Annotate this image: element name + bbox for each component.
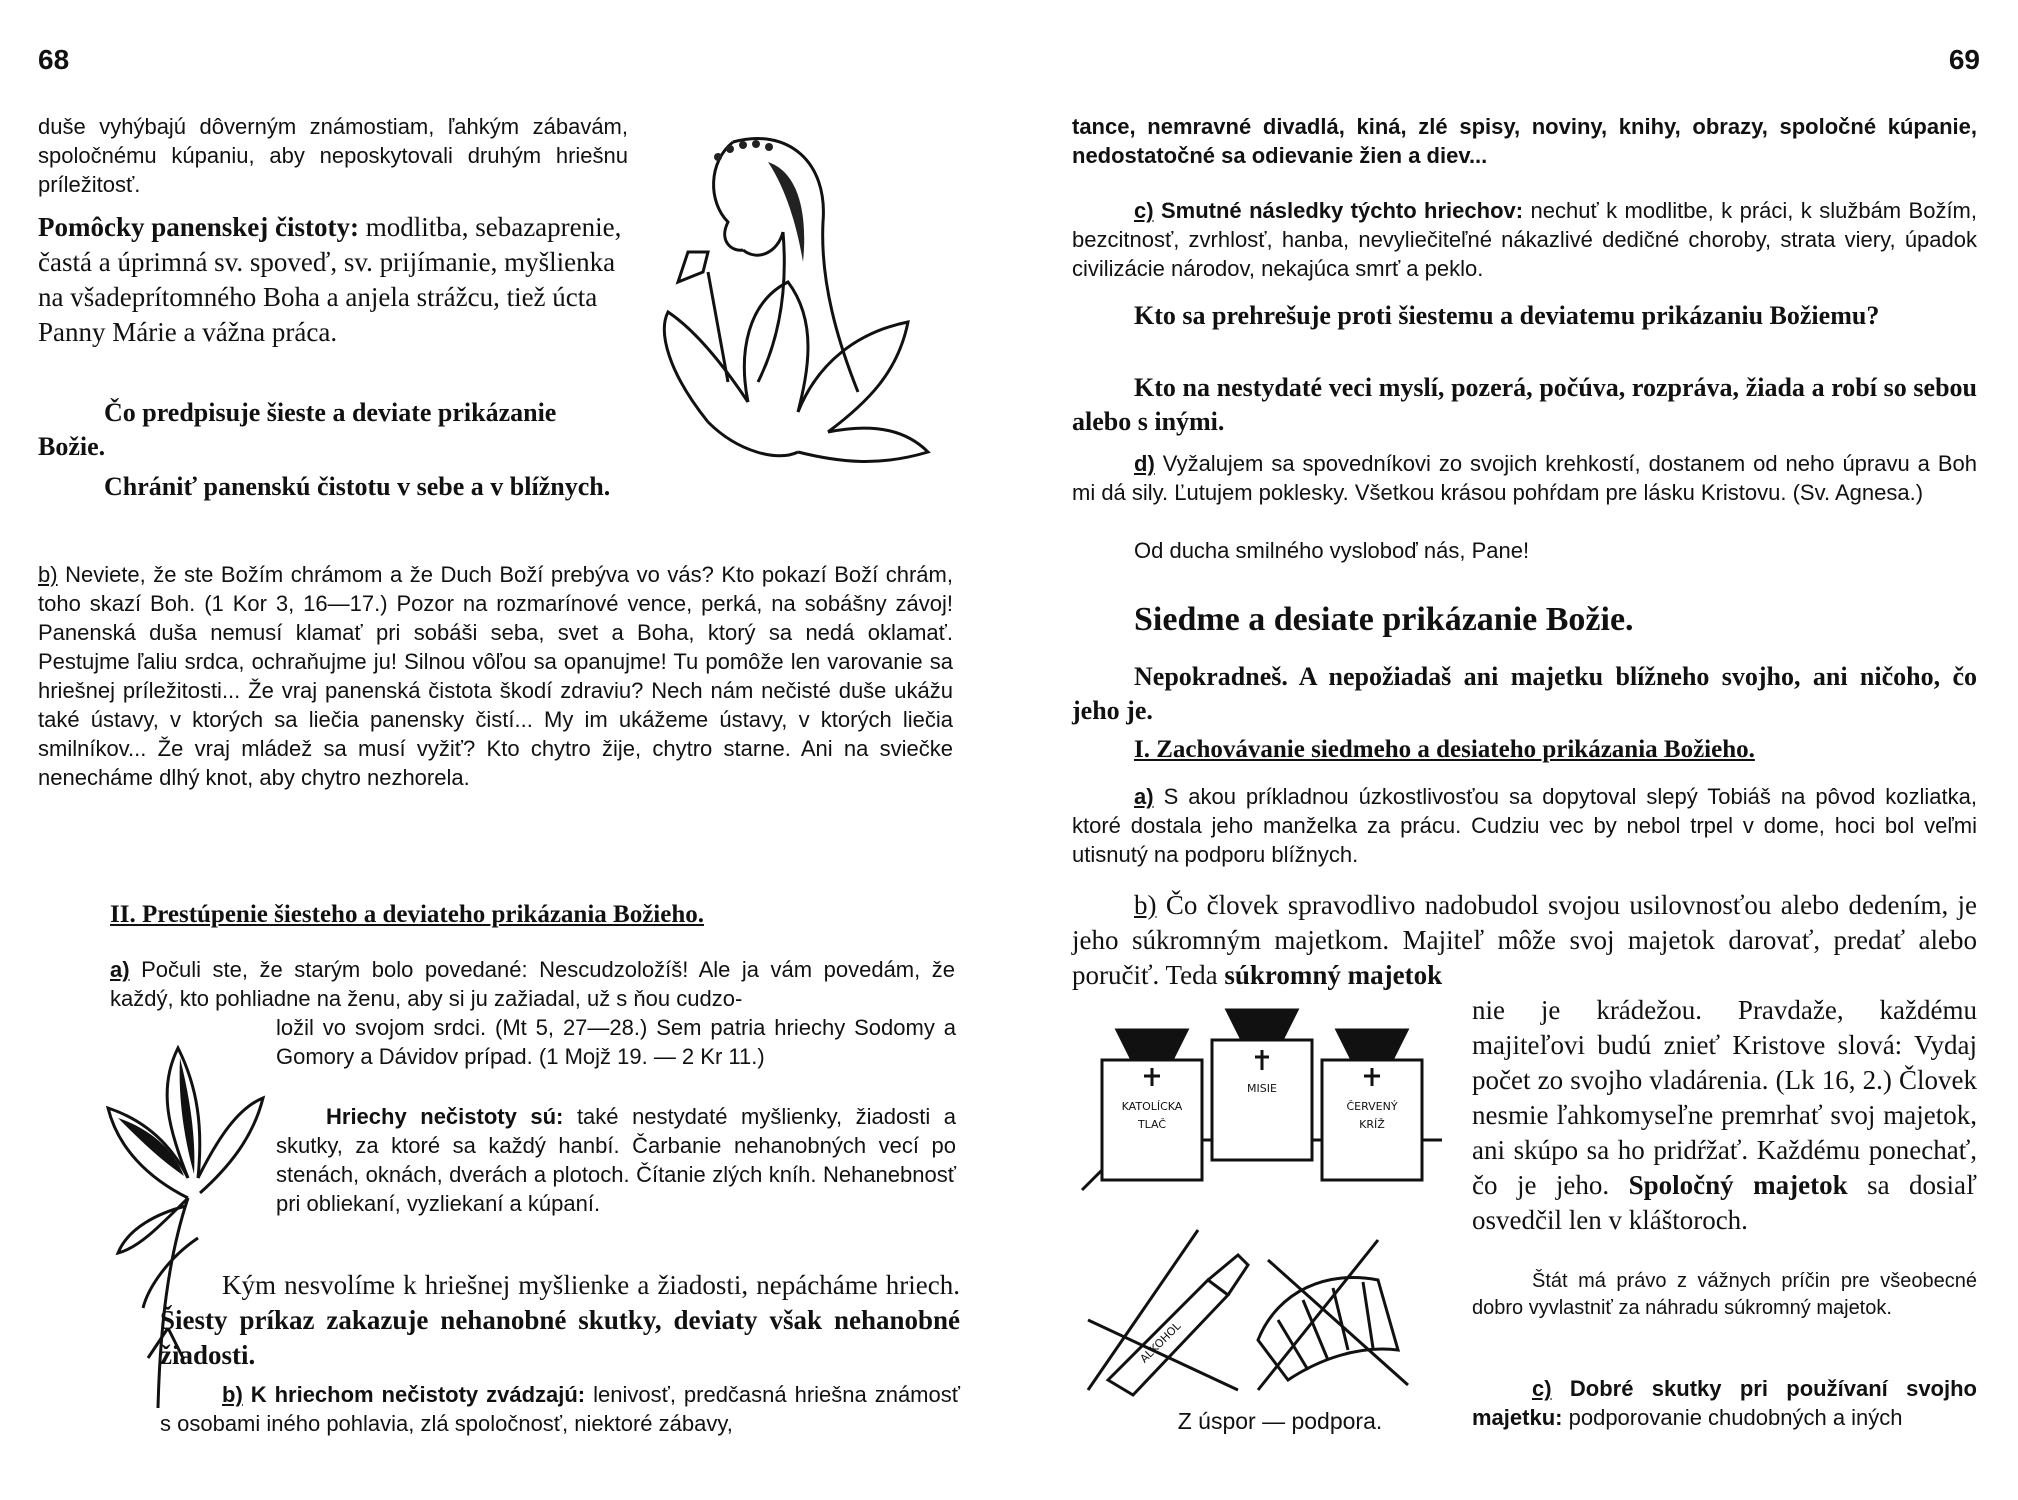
paragraph-b-seduction: b) K hriechom nečistoty zvádzajú: lenivosť, predčasná hriešna známosť s osobami iného pohlavia, zlá spoločnosť, niektoré zábavy, bbox=[160, 1382, 960, 1436]
commandment-text: Nepokradneš. A nepožiadaš ani majetku blížneho svojho, ani ničoho, čo jeho je. bbox=[1072, 662, 1977, 725]
box-label-missions: MISIE bbox=[1247, 1082, 1277, 1095]
prayer-line: Od ducha smilného vysloboď nás, Pane! bbox=[1134, 538, 1530, 563]
illustration-caption: Z úspor — podpora. bbox=[1177, 1408, 1383, 1434]
answer-2: Kto na nestydaté veci myslí, pozerá, počúva, rozpráva, žiada a robí so sebou alebo s inými. bbox=[1072, 373, 1977, 436]
state-paragraph: Štát má právo z vážnych príčin pre všeobecné dobro vyvlastniť za náhradu súkromný majetok. bbox=[1472, 1270, 1977, 1319]
section-2-title: II. Prestúpenie šiesteho a deviateho prikázania Božieho. bbox=[110, 901, 704, 928]
page-number-right: 69 bbox=[1948, 44, 1980, 75]
paragraph-a-start: a) Počuli ste, že starým bolo povedané: Nescudzoložíš! Ale ja vám povedám, že každý, kto pohliadne na ženu, aby si ju zažiadal, už s ňou cudzo- bbox=[110, 957, 955, 1011]
section-1-title: I. Zachovávanie siedmeho a desiateho prikázania Božieho. bbox=[1134, 736, 1755, 763]
sins-paragraph: Hriechy nečistoty sú: také nestydaté myšlienky, žiadosti a skutky, za ktoré sa každý hanbí. Čarbanie nehanobných vecí po stenách, oknách, dverách a plotoch. Čítanie zlých kníh. Nehanebnosť pri obliekaní, vyzliekaní a kúpaní. bbox=[276, 1104, 956, 1216]
box-label-red-cross: ČERVENÝ bbox=[1346, 1100, 1398, 1113]
question-1: Čo predpisuje šieste a deviate prikázanie Božie. bbox=[38, 398, 557, 461]
paragraph-c-good-deeds: c) Dobré skutky pri používaní svojho majetku: podporovanie chudobných a iných bbox=[1472, 1376, 1977, 1430]
paragraph-c-consequences: c) Smutné následky týchto hriechov: nechuť k modlitbe, k práci, k službám Božím, bezcitnosť, zvrhlosť, hanba, nevyliečiteľné nákazlivé dedičné choroby, strata viery, úpadok civilizácie národov, nekajúca smrť a peklo. bbox=[1072, 198, 1977, 281]
left-page bbox=[0, 0, 1000, 1500]
paragraph-b-property-column: nie je krádežou. Pravdaže, každému majiteľovi budú znieť Kristove slová: Vydaj počet zo svojho vladárenia. (Lk 16, 2.) Človek nesmie ľahkomyseľne premrhať svoj majetok, ani skúpo sa ho pridŕžať. Každému ponechať, čo je jeho. Spoločný majetok sa dosiaľ osvedčil len v kláštoroch. bbox=[1472, 995, 1977, 1235]
paragraph-a-continued: ložil vo svojom srdci. (Mt 5, 27—28.) Sem patria hriechy Sodomy a Gomory a Dávidov prípad. (1 Mojž 19. — 2 Kr 11.) bbox=[276, 1015, 956, 1069]
box-label-press: TLAČ bbox=[1137, 1118, 1167, 1131]
girl-lily-illustration-icon bbox=[648, 132, 948, 482]
big-paragraph: Kým nesvolíme k hriešnej myšlienke a žiadosti, nepácháme hriech. Šiesty príkaz zakazuje nehanobné skutky, deviaty však nehanobné žiadosti. bbox=[160, 1270, 960, 1370]
collection-boxes-illustration-icon bbox=[1072, 1000, 1462, 1200]
question-2: Kto sa prehrešuje proti šiestemu a deviatemu prikázaniu Božiemu? bbox=[1134, 301, 1880, 330]
bottle-cards-illustration-icon bbox=[1078, 1220, 1438, 1400]
page-number-left: 68 bbox=[38, 44, 70, 75]
paragraph-b-property-top: b) Čo človek spravodlivo nadobudol svojou usilovnosťou alebo dedením, je jeho súkromným majetkom. Majiteľ môže svoj majetok darovať, predať alebo poručiť. Teda súkromný majetok bbox=[1072, 890, 1977, 990]
answer-1: Chrániť panenskú čistotu v sebe a v blížnych. bbox=[104, 472, 611, 501]
right-page bbox=[1000, 0, 2018, 1500]
paragraph-d: d) Vyžalujem sa spovedníkovi zo svojich krehkostí, dostanem od neho úpravu a Boh mi dá sily. Ľutujem poklesky. Všetkou krásou pohŕdam pre lásku Kristovu. (Sv. Agnesa.) bbox=[1072, 451, 1977, 505]
helps-paragraph: Pomôcky panenskej čistoty: modlitba, sebazaprenie, častá a úprimná sv. spoveď, sv. prijímanie, myšlienka na všadeprítomného Boha a anjela strážcu, tiež úcta Panny Márie a vážna práca. bbox=[38, 212, 622, 347]
box-label-cross: KRÍŽ bbox=[1359, 1118, 1385, 1131]
box-label-catholic-press: KATOLÍCKA bbox=[1121, 1100, 1183, 1113]
paragraph-a-tobias: a) S akou príkladnou úzkostlivosťou sa dopytoval slepý Tobiáš na pôvod kozliatka, ktoré dostala jeho manželka za prácu. Cudziu vec by nebol trpel v dome, hoci bol veľmi utisnutý na podporu blížnych. bbox=[1072, 784, 1977, 867]
heading-7-10: Siedme a desiate prikázanie Božie. bbox=[1134, 601, 1634, 638]
continued-paragraph: tance, nemravné divadlá, kiná, zlé spisy, noviny, knihy, obrazy, spoločné kúpanie, nedostatočné sa odievanie žien a diev... bbox=[1072, 114, 1977, 168]
paragraph-b: b) Neviete, že ste Božím chrámom a že Duch Boží prebýva vo vás? Kto pokazí Boží chrám, toho skazí Boh. (1 Kor 3, 16—17.) Pozor na rozmarínové vence, perká, na sobášny závoj! Panenská duša nemusí klamať pri sobáši seba, svet a Boha, ktorý sa nedá oklamať. Pestujme ľaliu srdca, ochraňujme ju! Silnou vôľou sa opanujme! Tu pomôže len varovanie sa hriešnej príležitosti... Že vraj panenská čistota škodí zdraviu? Nech nám nečisté duše ukážu také ústavy, v ktorých sa liečia panensky čistí... My im ukážeme ústavy, v ktorých liečia smilníkov... Že vraj mládež sa musí vyžiť? Kto chytro žije, chytro starne. Ani na sviečke nenecháme dlhý knot, aby chytro nezhorela. bbox=[38, 562, 953, 790]
bottle-label: ALKOHOL bbox=[1137, 1319, 1184, 1366]
intro-paragraph: duše vyhýbajú dôverným známostiam, ľahkým zábavám, spoločnému kúpaniu, aby neposkytovali druhým hriešnu príležitosť. bbox=[38, 114, 628, 197]
